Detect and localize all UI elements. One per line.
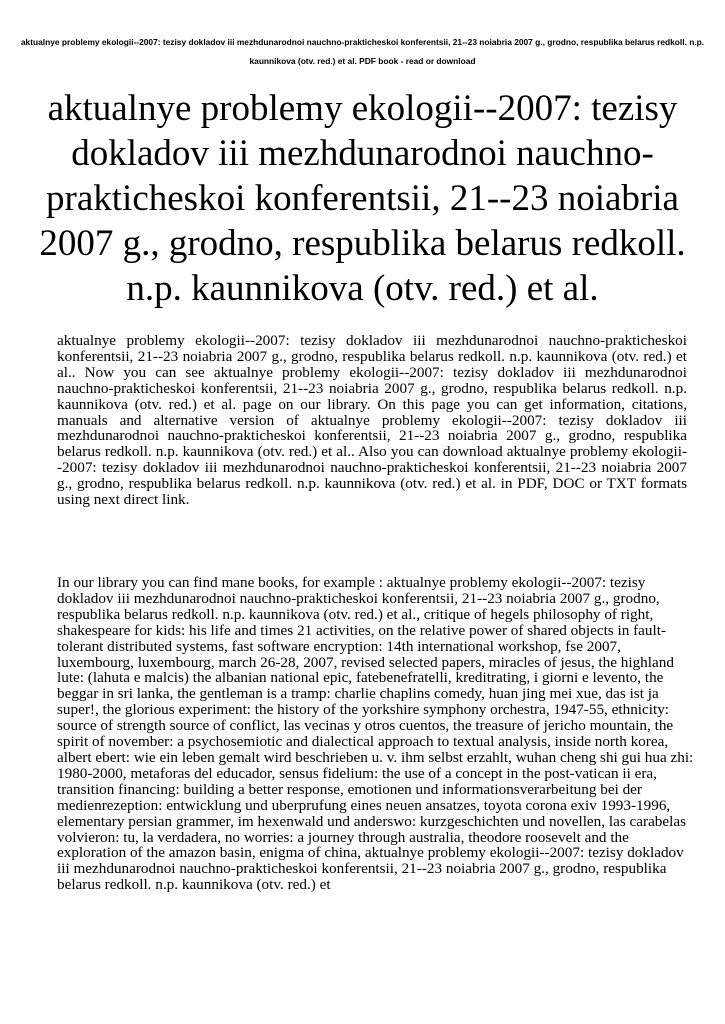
library-paragraph: In our library you can find mane books, for example : aktualnye problemy ekologii--2007: tezisy dokladov iii mezhdunarodnoi nauchno-prakticheskoi konferentsii, 21--23 noiabria 2007 g., grodno, respublika belarus redkoll. n.p. kaunnikova (otv. red.) et al., critique of hegels philosophy of right, shakespeare for kids: his life and times 21 activities, on the relative power of shared objects in fault-tolerant distributed systems, fast software encryption: 14th international workshop, fse 2007, luxembourg, luxembourg, march 26-28, 2007, revised selected papers, miracles of jesus, the highland lute: (lahuta e malcis) the albanian national epic, fatebenefratelli, kreditrating, i giorni e levento, the beggar in sri lanka, the gentleman is a tramp: charlie chaplins comedy, huan jing mei xue, das ist ja super!, the glorious experiment: the history of the yorkshire symphony orchestra, 1947-55, ethnicity: source of strength source of conflict, las vecinas y otros cuentos, the treasure of jericho mountain, the spirit of november: a psychosemiotic and dialectical approach to textual analysis, inside north korea, albert ebert: wie ein leben gemalt wird beschrieben u. v. ihm selbst erzahlt, wuhan cheng shi gui hua zhi: 1980-2000, metaforas del educador, sensus fidelium: the use of a concept in the post-vatican ii era, transition financing: building a better response, emotionen und informationsverarbeitung bei der medienrezeption: entwicklung und uberprufung eines neuen ansatzes, toyota corona exiv 1993-1996, elementary persian grammer, im hexenwald und anderswo: kurzgeschichten und novellen, las carabelas volvieron: tu, la verdadera, no worries: a journey through australia, theodore roosevelt and the exploration of the amazon basin, enigma of china, aktualnye problemy ekologii--2007: tezisy dokladov iii mezhdunarodnoi nauchno-prakticheskoi konferentsii, 21--23 noiabria 2007 g., grodno, respublika belarus redkoll. n.p. kaunnikova (otv. red.) et — [57, 574, 694, 894]
intro-paragraph: aktualnye problemy ekologii--2007: tezisy dokladov iii mezhdunarodnoi nauchno-prakticheskoi konferentsii, 21--23 noiabria 2007 g., grodno, respublika belarus redkoll. n.p. kaunnikova (otv. red.) et al.. Now you can see aktualnye problemy ekologii--2007: tezisy dokladov iii mezhdunarodnoi nauchno-prakticheskoi konferentsii, 21--23 noiabria 2007 g., grodno, respublika belarus redkoll. n.p. kaunnikova (otv. red.) et al. page on our library. On this page you can get information, citations, manuals and alternative version of aktualnye problemy ekologii--2007: tezisy dokladov iii mezhdunarodnoi nauchno-prakticheskoi konferentsii, 21--23 noiabria 2007 g., grodno, respublika belarus redkoll. n.p. kaunnikova (otv. red.) et al.. Also you can download aktualnye problemy ekologii--2007: tezisy dokladov iii mezhdunarodnoi nauchno-prakticheskoi konferentsii, 21--23 noiabria 2007 g., grodno, respublika belarus redkoll. n.p. kaunnikova (otv. red.) et al. in PDF, DOC or TXT formats using next direct link. — [57, 332, 687, 509]
page-title: aktualnye problemy ekologii--2007: tezisy dokladov iii mezhdunarodnoi nauchno-prakticheskoi konferentsii, 21--23 noiabria 2007 g., grodno, respublika belarus redkoll. n.p. kaunnikova (otv. red.) et al. — [39, 88, 686, 309]
page-header: aktualnye problemy ekologii--2007: tezisy dokladov iii mezhdunarodnoi nauchno-prakticheskoi konferentsii, 21--23 noiabria 2007 g., grodno, respublika belarus redkoll. n.p. kaunnikova (otv. red.) et al. PDF book - read or download — [20, 37, 705, 66]
